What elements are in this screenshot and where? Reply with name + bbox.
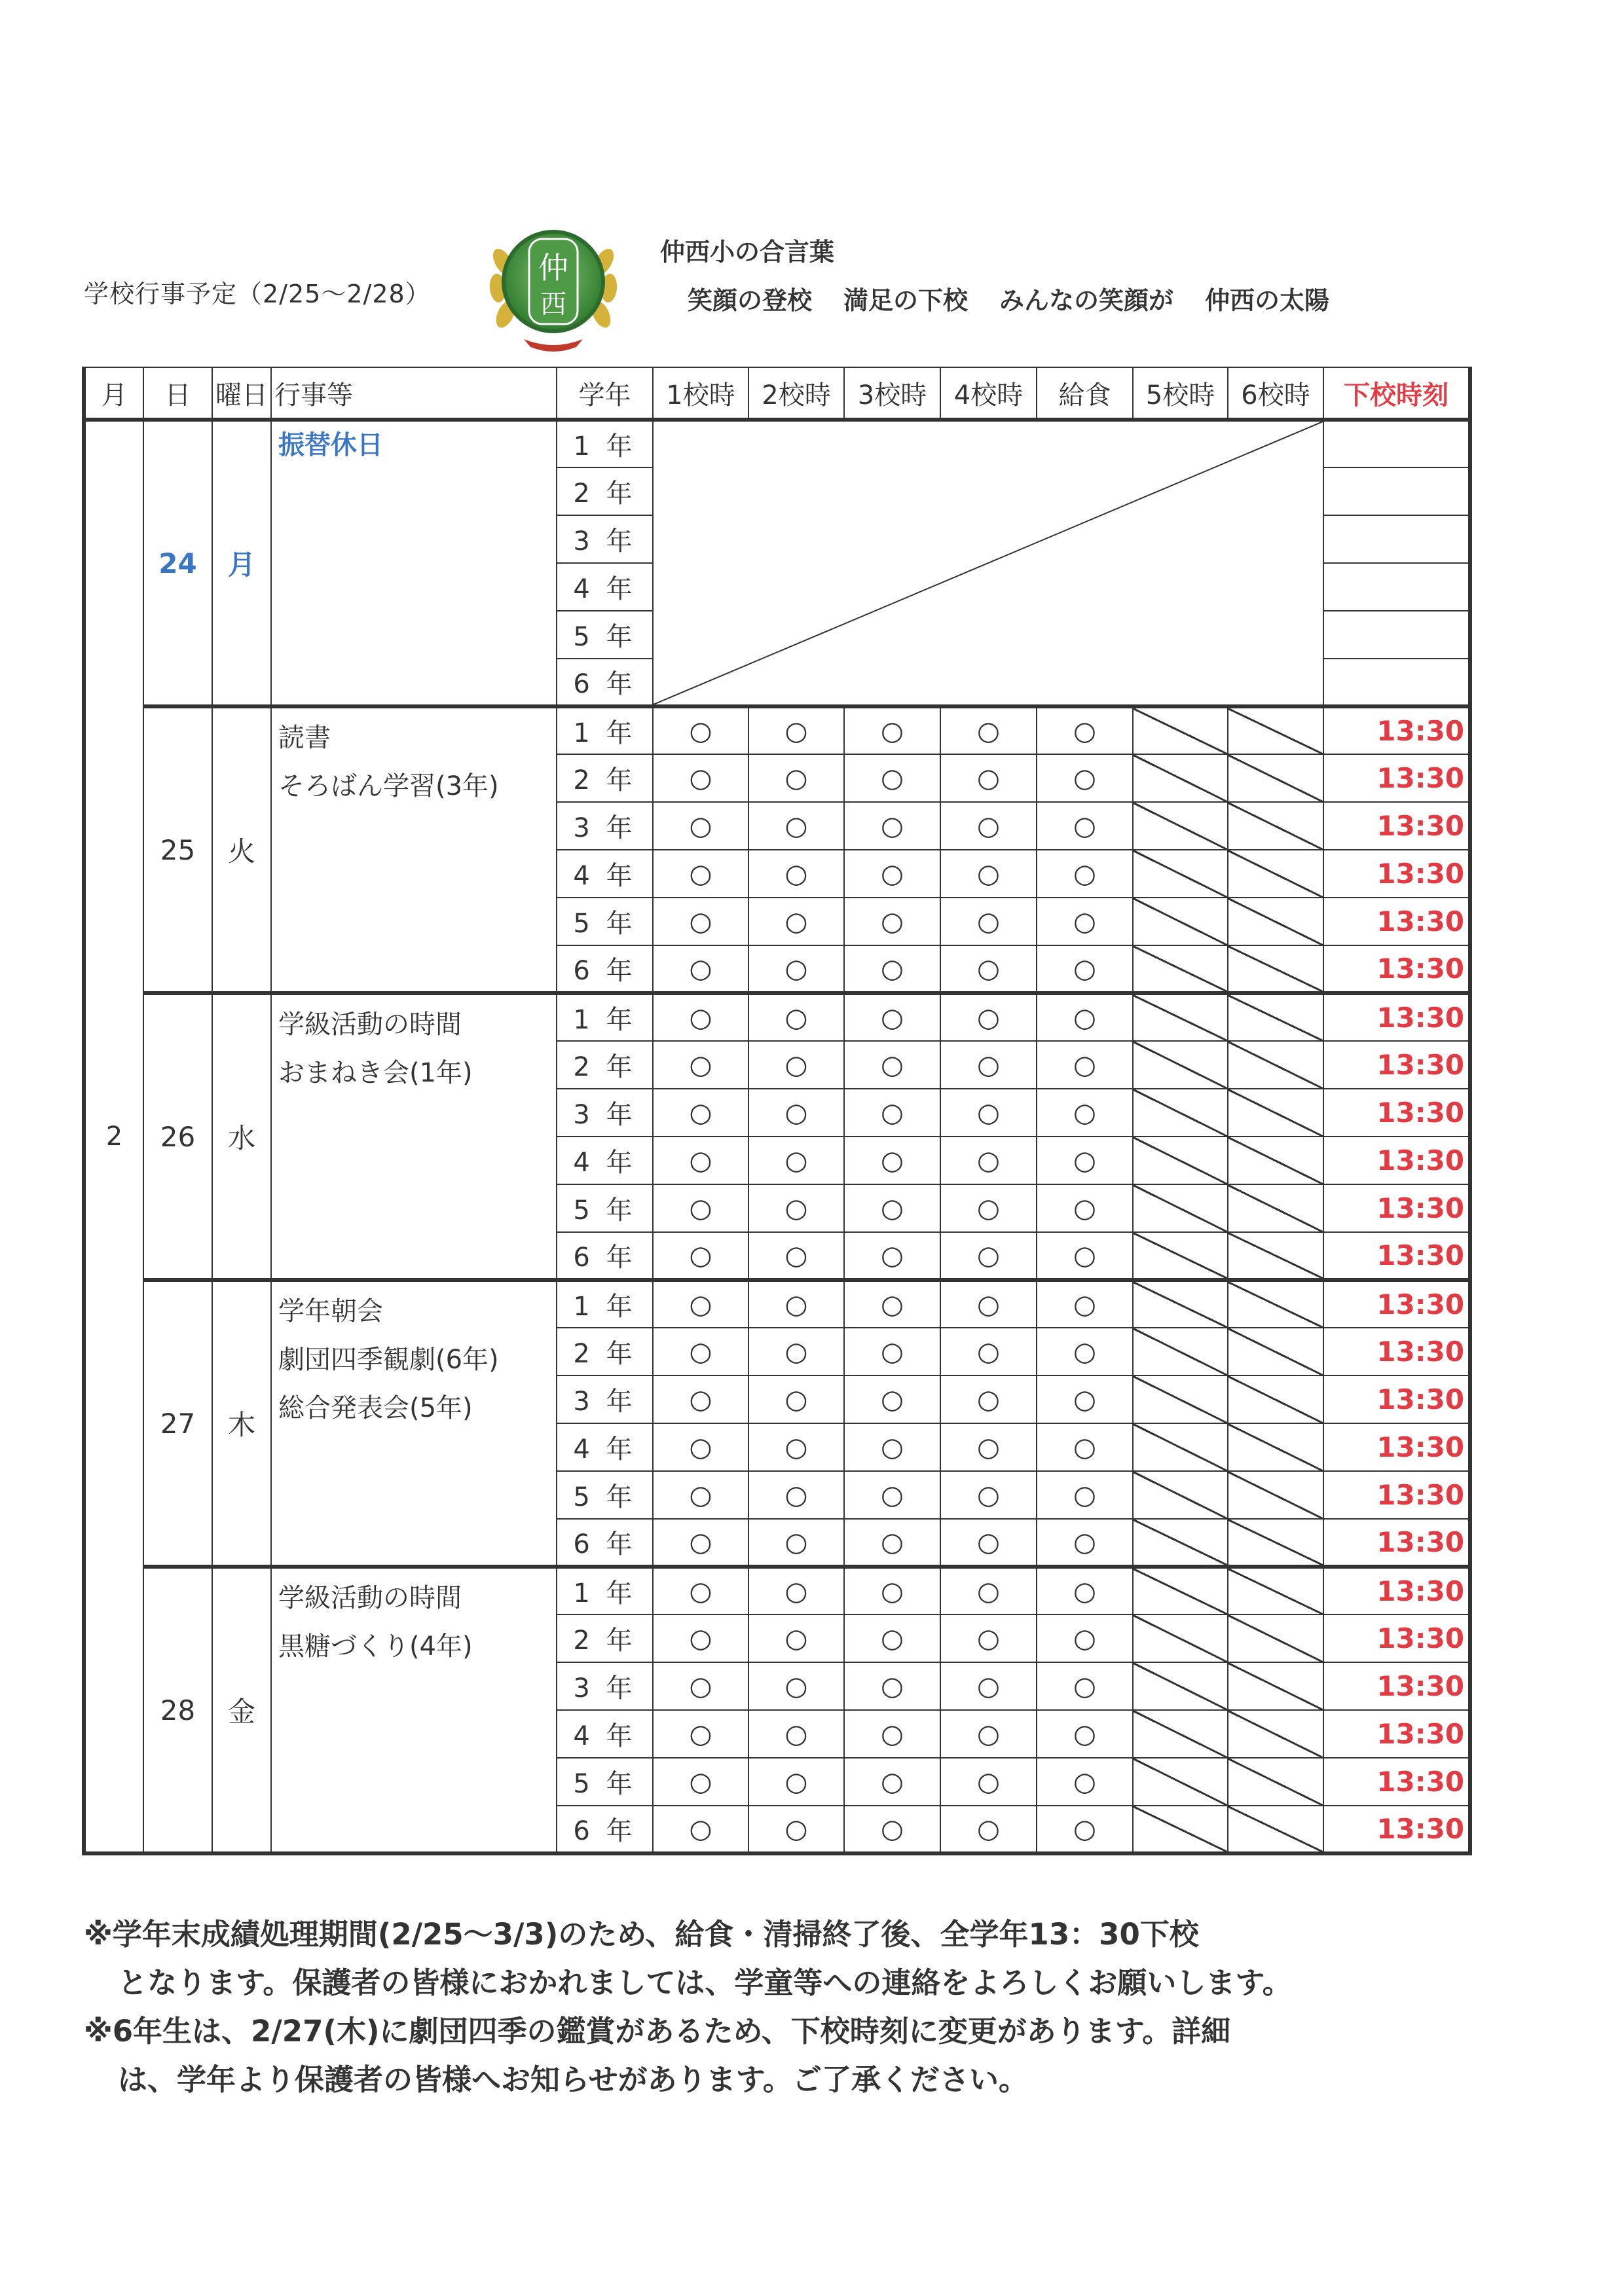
event-item: 読書 — [278, 723, 331, 753]
dismissal-time-cell: 13:30 — [1323, 993, 1470, 1041]
note-line: となります。保護者の皆様におかれましては、学童等への連絡をよろしくお願いします。 — [118, 1965, 1292, 2000]
class-held-mark: ○ — [940, 1376, 1037, 1423]
notes-section — [84, 1910, 1577, 2104]
events-cell — [271, 1567, 557, 1853]
grade-cell: 1 年 — [557, 1567, 653, 1614]
class-held-mark: ○ — [748, 1662, 844, 1710]
column-header-grade: 学年 — [557, 367, 653, 420]
motto-phrase: みんなの笑顔が — [999, 286, 1174, 315]
class-held-mark: ○ — [653, 1471, 748, 1519]
class-held-mark: ○ — [653, 993, 748, 1041]
no-class-slash-cell — [1228, 1710, 1323, 1758]
class-held-mark: ○ — [844, 1184, 940, 1232]
class-held-mark: ○ — [844, 1758, 940, 1806]
day-cell: 24 — [143, 420, 212, 706]
class-held-mark: ○ — [1037, 1423, 1133, 1471]
table-row — [84, 1567, 1470, 1614]
no-class-slash-cell — [1228, 1041, 1323, 1089]
grade-cell: 5 年 — [557, 1184, 653, 1232]
class-held-mark: ○ — [653, 1328, 748, 1376]
event-item: おまねき会(1年) — [278, 1058, 473, 1088]
class-held-mark: ○ — [653, 1184, 748, 1232]
no-class-slash-cell — [1133, 1423, 1228, 1471]
diagonal-line-icon — [654, 422, 1323, 704]
no-class-slash-cell — [1133, 1758, 1228, 1806]
class-held-mark: ○ — [844, 1519, 940, 1567]
class-held-mark: ○ — [940, 1328, 1037, 1376]
dismissal-time-cell: 13:30 — [1323, 754, 1470, 802]
class-held-mark: ○ — [653, 1806, 748, 1853]
class-held-mark: ○ — [844, 1137, 940, 1184]
grade-cell: 4 年 — [557, 1137, 653, 1184]
column-header-day: 日 — [143, 367, 212, 420]
class-held-mark: ○ — [844, 1662, 940, 1710]
class-held-mark: ○ — [844, 1089, 940, 1137]
class-held-mark: ○ — [748, 945, 844, 993]
dismissal-time-cell: 13:30 — [1323, 1137, 1470, 1184]
class-held-mark: ○ — [653, 1567, 748, 1614]
class-held-mark: ○ — [940, 1662, 1037, 1710]
class-held-mark: ○ — [940, 1806, 1037, 1853]
grade-cell: 4 年 — [557, 563, 653, 611]
class-held-mark: ○ — [940, 706, 1037, 754]
class-held-mark: ○ — [748, 1280, 844, 1328]
no-class-slash-cell — [1133, 1232, 1228, 1280]
event-item: 学年朝会 — [278, 1296, 383, 1326]
class-held-mark: ○ — [940, 1567, 1037, 1614]
class-held-mark: ○ — [1037, 1089, 1133, 1137]
no-class-slash-cell — [1133, 1567, 1228, 1614]
class-held-mark: ○ — [1037, 1328, 1133, 1376]
dismissal-time-cell: 13:30 — [1323, 802, 1470, 850]
schedule-table-wrapper — [82, 367, 1472, 1855]
dismissal-time-cell: 13:30 — [1323, 1232, 1470, 1280]
day-cell: 28 — [143, 1567, 212, 1853]
dismissal-time-cell — [1323, 563, 1470, 611]
column-header-period-4: 4校時 — [940, 367, 1037, 420]
class-held-mark: ○ — [653, 706, 748, 754]
note-line: ※学年末成績処理期間(2/25〜3/3)のため、給食・清掃終了後、全学年13：30下校 — [84, 1917, 1199, 1952]
class-held-mark: ○ — [653, 1089, 748, 1137]
no-class-slash-cell — [1133, 1614, 1228, 1662]
class-held-mark: ○ — [1037, 1567, 1133, 1614]
class-held-mark: ○ — [1037, 850, 1133, 898]
no-class-slash-cell — [1228, 706, 1323, 754]
grade-cell: 5 年 — [557, 898, 653, 945]
dismissal-time-cell: 13:30 — [1323, 1328, 1470, 1376]
column-header-period-6: 6校時 — [1228, 367, 1323, 420]
no-class-slash-cell — [1133, 1376, 1228, 1423]
grade-cell: 4 年 — [557, 1710, 653, 1758]
class-held-mark: ○ — [748, 898, 844, 945]
day-cell: 27 — [143, 1280, 212, 1567]
event-item: 学級活動の時間 — [278, 1583, 462, 1613]
motto-text — [688, 280, 1361, 316]
class-held-mark: ○ — [748, 850, 844, 898]
class-held-mark: ○ — [844, 1328, 940, 1376]
class-held-mark: ○ — [844, 1376, 940, 1423]
class-held-mark: ○ — [748, 1089, 844, 1137]
class-held-mark: ○ — [940, 1614, 1037, 1662]
class-held-mark: ○ — [844, 898, 940, 945]
class-held-mark: ○ — [1037, 1184, 1133, 1232]
column-header-period-5: 5校時 — [1133, 367, 1228, 420]
class-held-mark: ○ — [748, 754, 844, 802]
motto-phrase: 満足の下校 — [843, 286, 969, 315]
class-held-mark: ○ — [1037, 1376, 1133, 1423]
no-class-slash-cell — [1133, 1089, 1228, 1137]
no-class-slash-cell — [1228, 993, 1323, 1041]
dismissal-time-cell: 13:30 — [1323, 1041, 1470, 1089]
no-class-slash-cell — [1228, 945, 1323, 993]
grade-cell: 2 年 — [557, 1328, 653, 1376]
event-item: 学級活動の時間 — [278, 1010, 462, 1040]
class-held-mark: ○ — [940, 993, 1037, 1041]
no-class-slash-cell — [1133, 754, 1228, 802]
grade-cell: 2 年 — [557, 467, 653, 515]
motto-title: 仲西小の合言葉 — [660, 238, 835, 266]
column-header-period-3: 3校時 — [844, 367, 940, 420]
grade-cell: 5 年 — [557, 1758, 653, 1806]
no-class-slash-cell — [1133, 1710, 1228, 1758]
no-class-slash-cell — [1228, 1089, 1323, 1137]
no-class-slash-cell — [1133, 898, 1228, 945]
no-school-diagonal — [653, 420, 1323, 706]
class-held-mark: ○ — [940, 1519, 1037, 1567]
class-held-mark: ○ — [653, 1423, 748, 1471]
no-class-slash-cell — [1228, 1184, 1323, 1232]
class-held-mark: ○ — [653, 1041, 748, 1089]
class-held-mark: ○ — [844, 802, 940, 850]
class-held-mark: ○ — [748, 1232, 844, 1280]
no-class-slash-cell — [1133, 1806, 1228, 1853]
class-held-mark: ○ — [844, 706, 940, 754]
no-class-slash-cell — [1228, 1519, 1323, 1567]
class-held-mark: ○ — [1037, 1232, 1133, 1280]
note-line: ※6年生は、2/27(木)に劇団四季の鑑賞があるため、下校時刻に変更があります。詳細 — [84, 2014, 1231, 2049]
class-held-mark: ○ — [748, 1519, 844, 1567]
dismissal-time-cell: 13:30 — [1323, 850, 1470, 898]
class-held-mark: ○ — [748, 1328, 844, 1376]
dismissal-time-cell: 13:30 — [1323, 945, 1470, 993]
class-held-mark: ○ — [844, 993, 940, 1041]
no-class-slash-cell — [1133, 993, 1228, 1041]
column-header-month: 月 — [84, 367, 143, 420]
class-held-mark: ○ — [844, 945, 940, 993]
class-held-mark: ○ — [1037, 1137, 1133, 1184]
no-class-slash-cell — [1133, 945, 1228, 993]
grade-cell: 3 年 — [557, 1089, 653, 1137]
class-held-mark: ○ — [748, 1567, 844, 1614]
dismissal-time-cell — [1323, 611, 1470, 659]
class-held-mark: ○ — [940, 1471, 1037, 1519]
dismissal-time-cell: 13:30 — [1323, 1423, 1470, 1471]
weekday-cell: 水 — [212, 993, 271, 1280]
class-held-mark: ○ — [940, 1423, 1037, 1471]
grade-cell: 6 年 — [557, 659, 653, 706]
class-held-mark: ○ — [653, 1137, 748, 1184]
grade-cell: 6 年 — [557, 1519, 653, 1567]
no-class-slash-cell — [1228, 1567, 1323, 1614]
table-row — [84, 420, 1470, 467]
class-held-mark: ○ — [940, 1089, 1037, 1137]
grade-cell: 5 年 — [557, 1471, 653, 1519]
no-class-slash-cell — [1133, 706, 1228, 754]
class-held-mark: ○ — [844, 1041, 940, 1089]
motto-phrase: 笑顔の登校 — [688, 286, 813, 315]
class-held-mark: ○ — [748, 993, 844, 1041]
dismissal-time-cell: 13:30 — [1323, 1089, 1470, 1137]
dismissal-time-cell: 13:30 — [1323, 1806, 1470, 1853]
class-held-mark: ○ — [1037, 898, 1133, 945]
class-held-mark: ○ — [1037, 1280, 1133, 1328]
class-held-mark: ○ — [653, 1662, 748, 1710]
class-held-mark: ○ — [653, 1710, 748, 1758]
class-held-mark: ○ — [844, 1280, 940, 1328]
dismissal-time-cell: 13:30 — [1323, 1184, 1470, 1232]
grade-cell: 2 年 — [557, 1041, 653, 1089]
class-held-mark: ○ — [748, 1710, 844, 1758]
class-held-mark: ○ — [1037, 1710, 1133, 1758]
column-header-weekday: 曜日 — [212, 367, 271, 420]
class-held-mark: ○ — [940, 754, 1037, 802]
class-held-mark: ○ — [844, 1567, 940, 1614]
grade-cell: 1 年 — [557, 1280, 653, 1328]
header-row — [84, 367, 1470, 420]
events-cell — [271, 993, 557, 1280]
grade-cell: 6 年 — [557, 1806, 653, 1853]
dismissal-time-cell: 13:30 — [1323, 1710, 1470, 1758]
dismissal-time-cell: 13:30 — [1323, 1662, 1470, 1710]
weekday-cell: 火 — [212, 706, 271, 993]
dismissal-time-cell — [1323, 467, 1470, 515]
events-cell — [271, 420, 557, 706]
class-held-mark: ○ — [748, 1376, 844, 1423]
class-held-mark: ○ — [1037, 802, 1133, 850]
class-held-mark: ○ — [653, 850, 748, 898]
class-held-mark: ○ — [748, 1423, 844, 1471]
dismissal-time-cell — [1323, 515, 1470, 563]
column-header-period-2: 2校時 — [748, 367, 844, 420]
class-held-mark: ○ — [1037, 1758, 1133, 1806]
grade-cell: 2 年 — [557, 754, 653, 802]
no-class-slash-cell — [1228, 754, 1323, 802]
grade-cell: 1 年 — [557, 706, 653, 754]
day-cell: 25 — [143, 706, 212, 993]
no-class-slash-cell — [1228, 1758, 1323, 1806]
grade-cell: 6 年 — [557, 945, 653, 993]
class-held-mark: ○ — [940, 1137, 1037, 1184]
schedule-table — [82, 367, 1472, 1855]
logo-char-1: 仲 — [538, 250, 568, 285]
no-class-slash-cell — [1133, 802, 1228, 850]
no-class-slash-cell — [1133, 1280, 1228, 1328]
weekday-cell: 月 — [212, 420, 271, 706]
class-held-mark: ○ — [940, 1184, 1037, 1232]
school-emblem-icon — [485, 216, 622, 354]
no-class-slash-cell — [1228, 802, 1323, 850]
class-held-mark: ○ — [748, 1806, 844, 1853]
month-cell: 2 — [84, 420, 143, 1853]
page-title: 学校行事予定（2/25〜2/28） — [84, 280, 431, 308]
class-held-mark: ○ — [748, 1041, 844, 1089]
dismissal-time-cell: 13:30 — [1323, 1471, 1470, 1519]
class-held-mark: ○ — [844, 1614, 940, 1662]
class-held-mark: ○ — [940, 850, 1037, 898]
class-held-mark: ○ — [940, 898, 1037, 945]
grade-cell: 3 年 — [557, 1662, 653, 1710]
class-held-mark: ○ — [940, 1710, 1037, 1758]
class-held-mark: ○ — [1037, 706, 1133, 754]
no-class-slash-cell — [1133, 1471, 1228, 1519]
column-header-events: 行事等 — [271, 367, 557, 420]
event-item: 総合発表会(5年) — [278, 1393, 473, 1423]
class-held-mark: ○ — [1037, 945, 1133, 993]
no-class-slash-cell — [1133, 1328, 1228, 1376]
class-held-mark: ○ — [1037, 1041, 1133, 1089]
class-held-mark: ○ — [940, 1232, 1037, 1280]
event-item: 黒糖づくり(4年) — [278, 1631, 473, 1662]
column-header-period-1: 1校時 — [653, 367, 748, 420]
class-held-mark: ○ — [1037, 1519, 1133, 1567]
class-held-mark: ○ — [844, 1232, 940, 1280]
grade-cell: 5 年 — [557, 611, 653, 659]
no-class-slash-cell — [1228, 850, 1323, 898]
class-held-mark: ○ — [653, 1232, 748, 1280]
class-held-mark: ○ — [1037, 1806, 1133, 1853]
day-cell: 26 — [143, 993, 212, 1280]
class-held-mark: ○ — [1037, 1471, 1133, 1519]
dismissal-time-cell: 13:30 — [1323, 706, 1470, 754]
no-class-slash-cell — [1228, 1423, 1323, 1471]
table-row — [84, 993, 1470, 1041]
class-held-mark: ○ — [940, 1280, 1037, 1328]
no-class-slash-cell — [1228, 1806, 1323, 1853]
class-held-mark: ○ — [940, 945, 1037, 993]
class-held-mark: ○ — [748, 706, 844, 754]
event-item: 振替休日 — [278, 430, 383, 460]
column-header-lunch: 給食 — [1037, 367, 1133, 420]
class-held-mark: ○ — [653, 1376, 748, 1423]
class-held-mark: ○ — [748, 1471, 844, 1519]
weekday-cell: 金 — [212, 1567, 271, 1853]
grade-cell: 6 年 — [557, 1232, 653, 1280]
class-held-mark: ○ — [748, 1614, 844, 1662]
no-class-slash-cell — [1228, 898, 1323, 945]
class-held-mark: ○ — [653, 802, 748, 850]
weekday-cell: 木 — [212, 1280, 271, 1567]
dismissal-time-cell: 13:30 — [1323, 1376, 1470, 1423]
class-held-mark: ○ — [748, 1137, 844, 1184]
dismissal-time-cell: 13:30 — [1323, 1567, 1470, 1614]
logo-char-2: 西 — [540, 289, 566, 319]
class-held-mark: ○ — [653, 1519, 748, 1567]
no-class-slash-cell — [1228, 1280, 1323, 1328]
events-cell — [271, 1280, 557, 1567]
dismissal-time-cell — [1323, 659, 1470, 706]
no-class-slash-cell — [1133, 850, 1228, 898]
event-item: 劇団四季観劇(6年) — [278, 1345, 499, 1375]
class-held-mark: ○ — [844, 1471, 940, 1519]
grade-cell: 3 年 — [557, 802, 653, 850]
class-held-mark: ○ — [1037, 1614, 1133, 1662]
grade-cell: 4 年 — [557, 1423, 653, 1471]
class-held-mark: ○ — [748, 802, 844, 850]
dismissal-time-cell: 13:30 — [1323, 1614, 1470, 1662]
grade-cell: 1 年 — [557, 993, 653, 1041]
grade-cell: 4 年 — [557, 850, 653, 898]
dismissal-time-cell: 13:30 — [1323, 1280, 1470, 1328]
schedule-body — [84, 420, 1470, 1853]
class-held-mark: ○ — [940, 802, 1037, 850]
no-class-slash-cell — [1133, 1184, 1228, 1232]
motto-phrase: 仲西の太陽 — [1205, 286, 1330, 315]
class-held-mark: ○ — [653, 1280, 748, 1328]
class-held-mark: ○ — [1037, 1662, 1133, 1710]
class-held-mark: ○ — [653, 898, 748, 945]
class-held-mark: ○ — [940, 1758, 1037, 1806]
grade-cell: 2 年 — [557, 1614, 653, 1662]
no-class-slash-cell — [1228, 1376, 1323, 1423]
no-class-slash-cell — [1228, 1471, 1323, 1519]
dismissal-time-cell: 13:30 — [1323, 1519, 1470, 1567]
class-held-mark: ○ — [940, 1041, 1037, 1089]
note-line: は、学年より保護者の皆様へお知らせがあります。ご了承ください。 — [118, 2062, 1029, 2097]
class-held-mark: ○ — [844, 754, 940, 802]
class-held-mark: ○ — [653, 1614, 748, 1662]
table-row — [84, 1280, 1470, 1328]
no-class-slash-cell — [1228, 1614, 1323, 1662]
no-class-slash-cell — [1133, 1041, 1228, 1089]
class-held-mark: ○ — [653, 945, 748, 993]
class-held-mark: ○ — [844, 1806, 940, 1853]
class-held-mark: ○ — [653, 1758, 748, 1806]
no-class-slash-cell — [1133, 1137, 1228, 1184]
events-cell — [271, 706, 557, 993]
no-class-slash-cell — [1133, 1519, 1228, 1567]
class-held-mark: ○ — [748, 1184, 844, 1232]
no-class-slash-cell — [1228, 1232, 1323, 1280]
class-held-mark: ○ — [653, 754, 748, 802]
class-held-mark: ○ — [844, 1423, 940, 1471]
class-held-mark: ○ — [1037, 993, 1133, 1041]
dismissal-time-cell: 13:30 — [1323, 1758, 1470, 1806]
grade-cell: 1 年 — [557, 420, 653, 467]
event-item: そろばん学習(3年) — [278, 771, 499, 801]
column-header-dismissal: 下校時刻 — [1323, 367, 1470, 420]
grade-cell: 3 年 — [557, 515, 653, 563]
dismissal-time-cell: 13:30 — [1323, 898, 1470, 945]
table-row — [84, 706, 1470, 754]
class-held-mark: ○ — [1037, 754, 1133, 802]
no-class-slash-cell — [1228, 1662, 1323, 1710]
class-held-mark: ○ — [844, 850, 940, 898]
no-class-slash-cell — [1228, 1328, 1323, 1376]
class-held-mark: ○ — [844, 1710, 940, 1758]
no-class-slash-cell — [1133, 1662, 1228, 1710]
class-held-mark: ○ — [748, 1758, 844, 1806]
grade-cell: 3 年 — [557, 1376, 653, 1423]
no-class-slash-cell — [1228, 1137, 1323, 1184]
dismissal-time-cell — [1323, 420, 1470, 467]
